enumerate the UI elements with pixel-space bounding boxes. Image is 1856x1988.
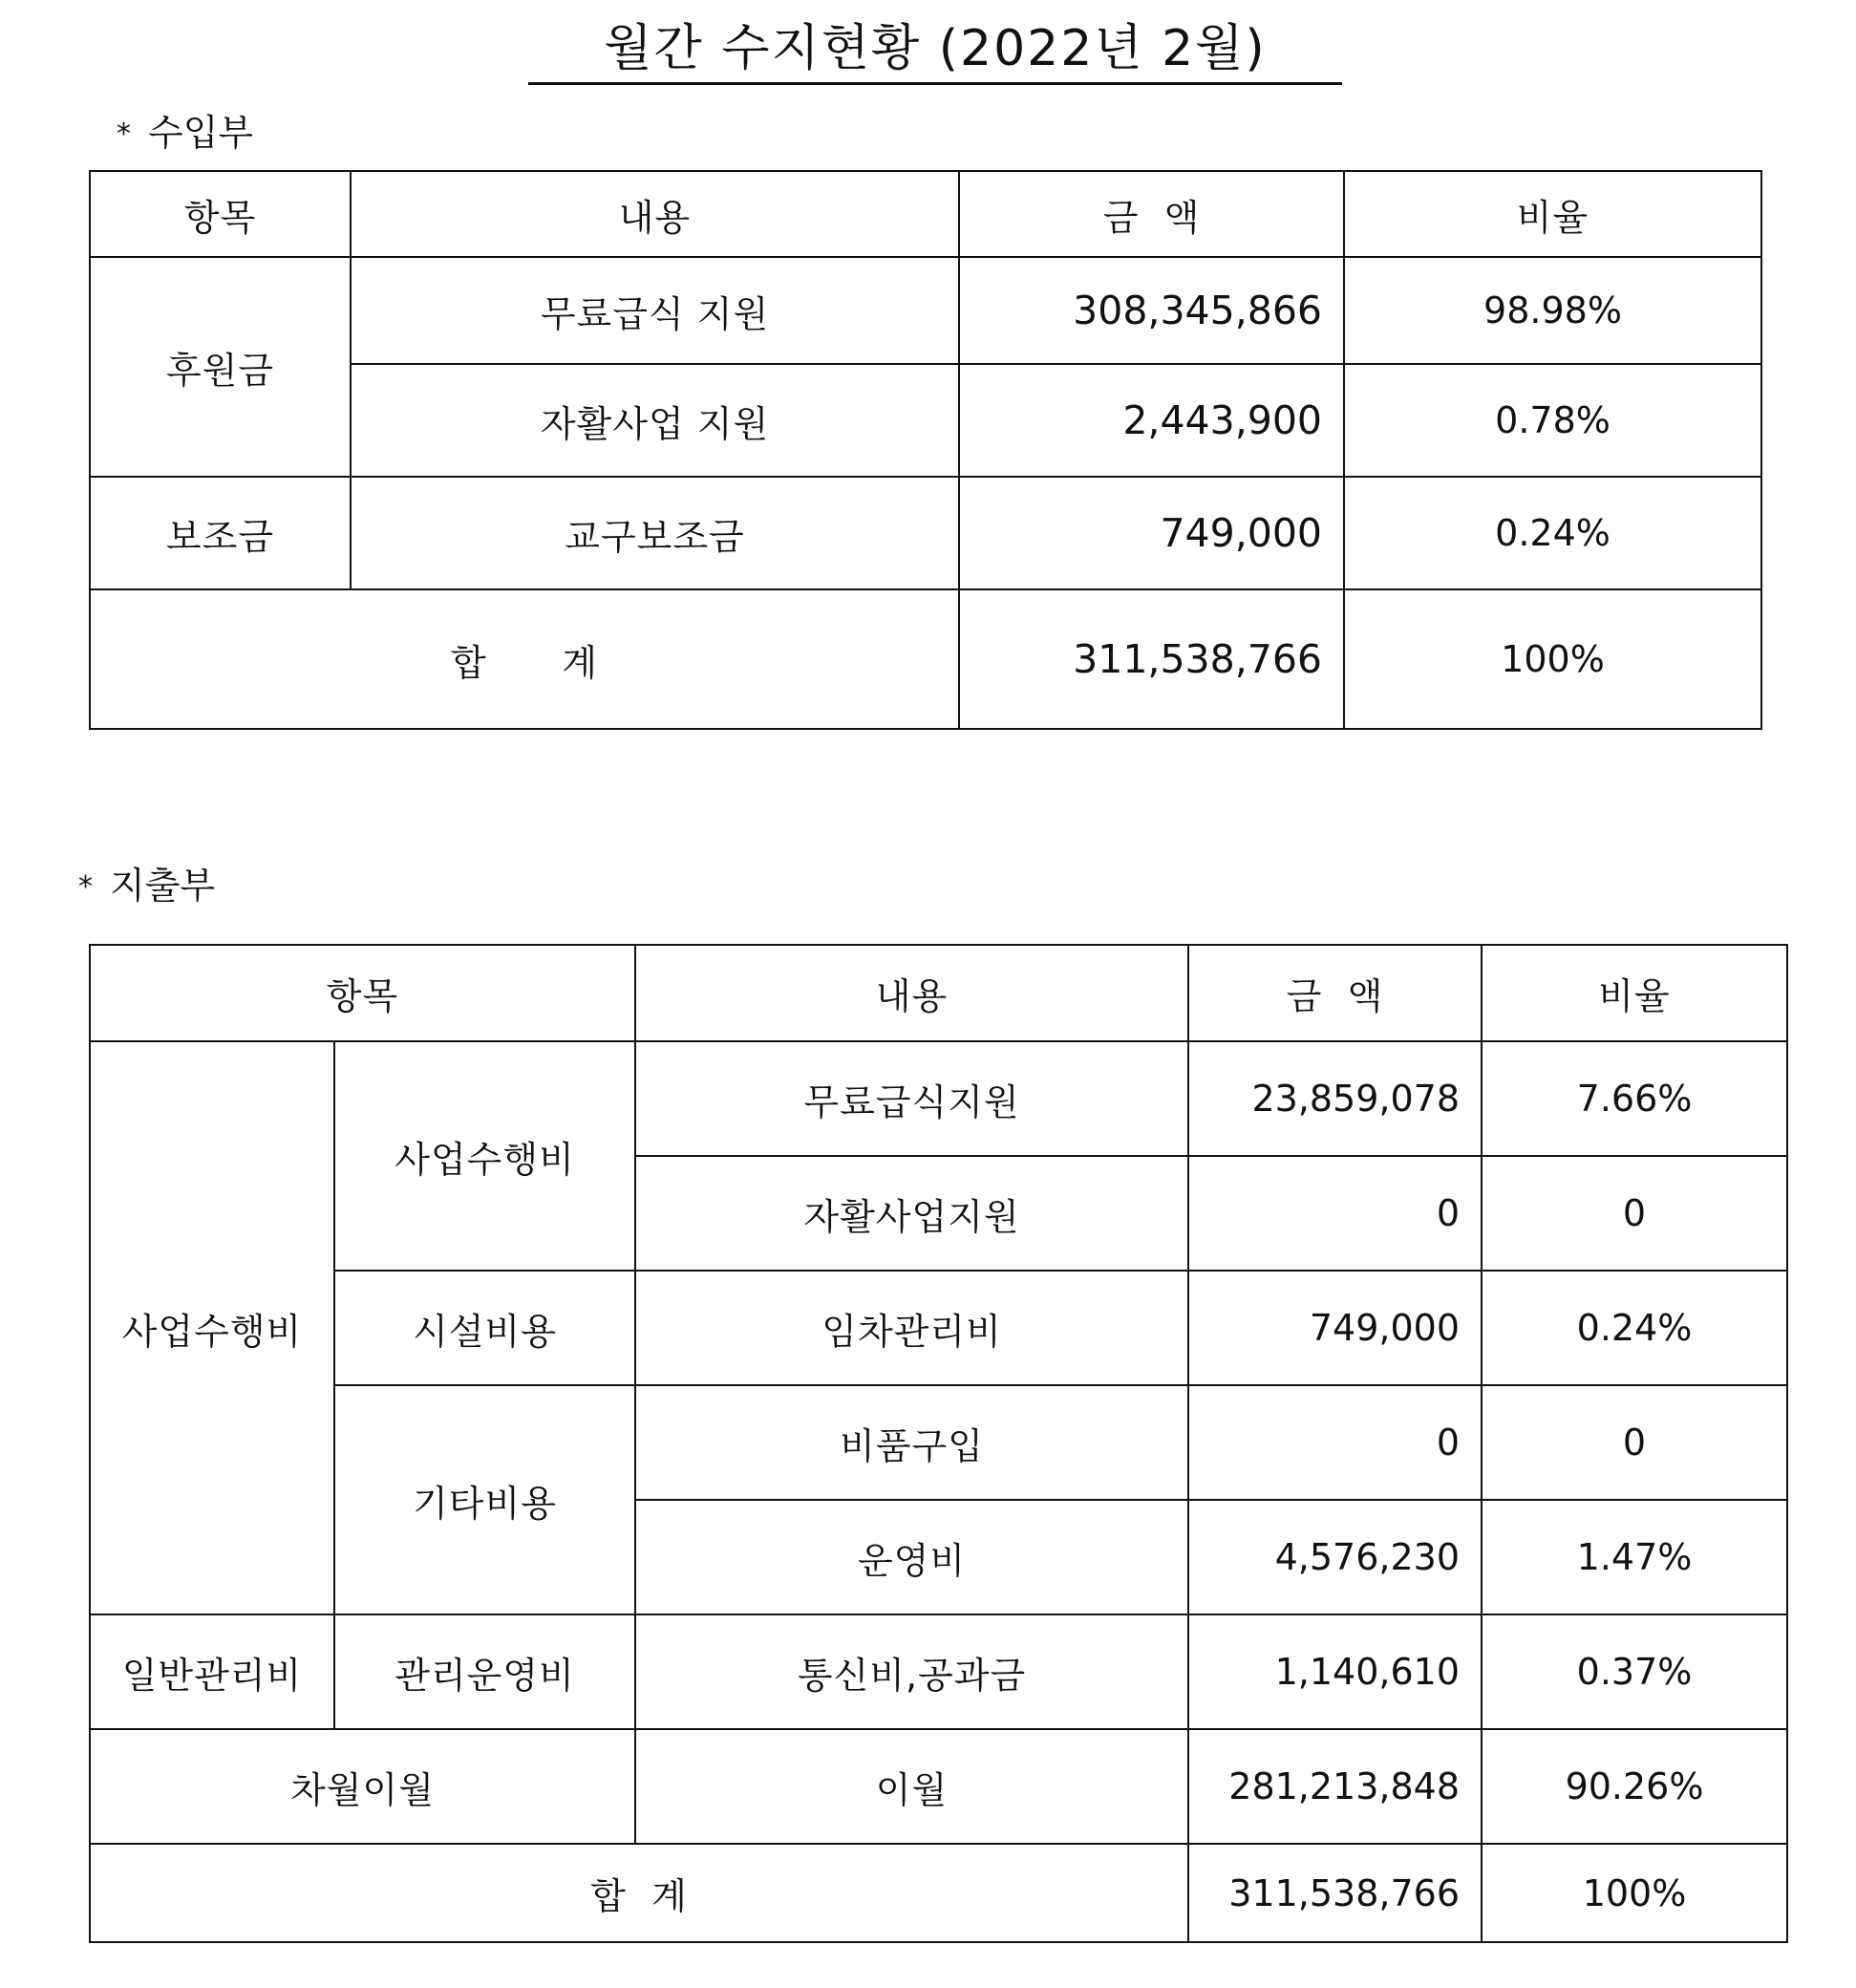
income-table (89, 170, 1762, 730)
header-ratio: 비율 (1482, 945, 1787, 1041)
total-ratio: 100% (1482, 1844, 1787, 1942)
category-cell: 보조금 (90, 477, 351, 589)
ratio-cell: 0.37% (1482, 1614, 1787, 1729)
table-row (90, 1729, 1787, 1844)
header-content: 내용 (635, 945, 1188, 1041)
header-amount: 금 액 (1188, 945, 1482, 1041)
subgroup-cell: 관리운영비 (334, 1614, 635, 1729)
total-label: 합 계 (90, 589, 959, 729)
amount-cell: 0 (1188, 1156, 1482, 1271)
content-cell: 통신비,공과금 (635, 1614, 1188, 1729)
ratio-cell: 0 (1482, 1156, 1787, 1271)
ratio-cell: 0.24% (1344, 477, 1761, 589)
subgroup-cell: 시설비용 (334, 1271, 635, 1385)
amount-cell: 1,140,610 (1188, 1614, 1482, 1729)
content-cell: 자활사업 지원 (351, 364, 959, 477)
amount-cell: 23,859,078 (1188, 1041, 1482, 1156)
asterisk-icon: * (117, 118, 131, 151)
income-header-row (90, 171, 1761, 257)
expense-total-row (90, 1844, 1787, 1942)
total-amount: 311,538,766 (1188, 1844, 1482, 1942)
income-total-row (90, 589, 1761, 729)
group-cell: 차월이월 (90, 1729, 635, 1844)
total-amount: 311,538,766 (959, 589, 1344, 729)
header-content: 내용 (351, 171, 959, 257)
total-label: 합 계 (90, 1844, 1188, 1942)
ratio-cell: 0.78% (1344, 364, 1761, 477)
content-cell: 임차관리비 (635, 1271, 1188, 1385)
subgroup-cell: 사업수행비 (334, 1041, 635, 1271)
amount-cell: 749,000 (1188, 1271, 1482, 1385)
content-cell: 자활사업지원 (635, 1156, 1188, 1271)
table-row (90, 477, 1761, 589)
subgroup-cell: 기타비용 (334, 1385, 635, 1614)
content-cell: 비품구입 (635, 1385, 1188, 1500)
header-amount: 금 액 (959, 171, 1344, 257)
ratio-cell: 0.24% (1482, 1271, 1787, 1385)
amount-cell: 749,000 (959, 477, 1344, 589)
expense-section-text: 지출부 (110, 865, 216, 907)
amount-cell: 2,443,900 (959, 364, 1344, 477)
ratio-cell: 0 (1482, 1385, 1787, 1500)
table-row (90, 1041, 1787, 1156)
content-cell: 교구보조금 (351, 477, 959, 589)
table-row (90, 1385, 1787, 1500)
table-row (90, 257, 1761, 364)
amount-cell: 308,345,866 (959, 257, 1344, 364)
content-cell: 무료급식지원 (635, 1041, 1188, 1156)
table-row (90, 1271, 1787, 1385)
income-section-text: 수입부 (148, 112, 254, 154)
ratio-cell: 98.98% (1344, 257, 1761, 364)
ratio-cell: 7.66% (1482, 1041, 1787, 1156)
group-cell: 일반관리비 (90, 1614, 334, 1729)
total-ratio: 100% (1344, 589, 1761, 729)
table-row (90, 1614, 1787, 1729)
content-cell: 이월 (635, 1729, 1188, 1844)
header-category: 항목 (90, 945, 635, 1041)
asterisk-icon: * (78, 870, 93, 904)
group-cell: 사업수행비 (90, 1041, 334, 1614)
header-ratio: 비율 (1344, 171, 1761, 257)
amount-cell: 4,576,230 (1188, 1500, 1482, 1614)
amount-cell: 281,213,848 (1188, 1729, 1482, 1844)
income-section-label (117, 111, 253, 157)
expense-section-label (78, 864, 215, 909)
ratio-cell: 1.47% (1482, 1500, 1787, 1614)
content-cell: 운영비 (635, 1500, 1188, 1614)
content-cell: 무료급식 지원 (351, 257, 959, 364)
expense-header-row (90, 945, 1787, 1041)
page-title: 월간 수지현황 (2022년 2월) (528, 15, 1342, 85)
header-category: 항목 (90, 171, 351, 257)
ratio-cell: 90.26% (1482, 1729, 1787, 1844)
amount-cell: 0 (1188, 1385, 1482, 1500)
category-cell: 후원금 (90, 257, 351, 477)
expense-table (89, 944, 1788, 1943)
